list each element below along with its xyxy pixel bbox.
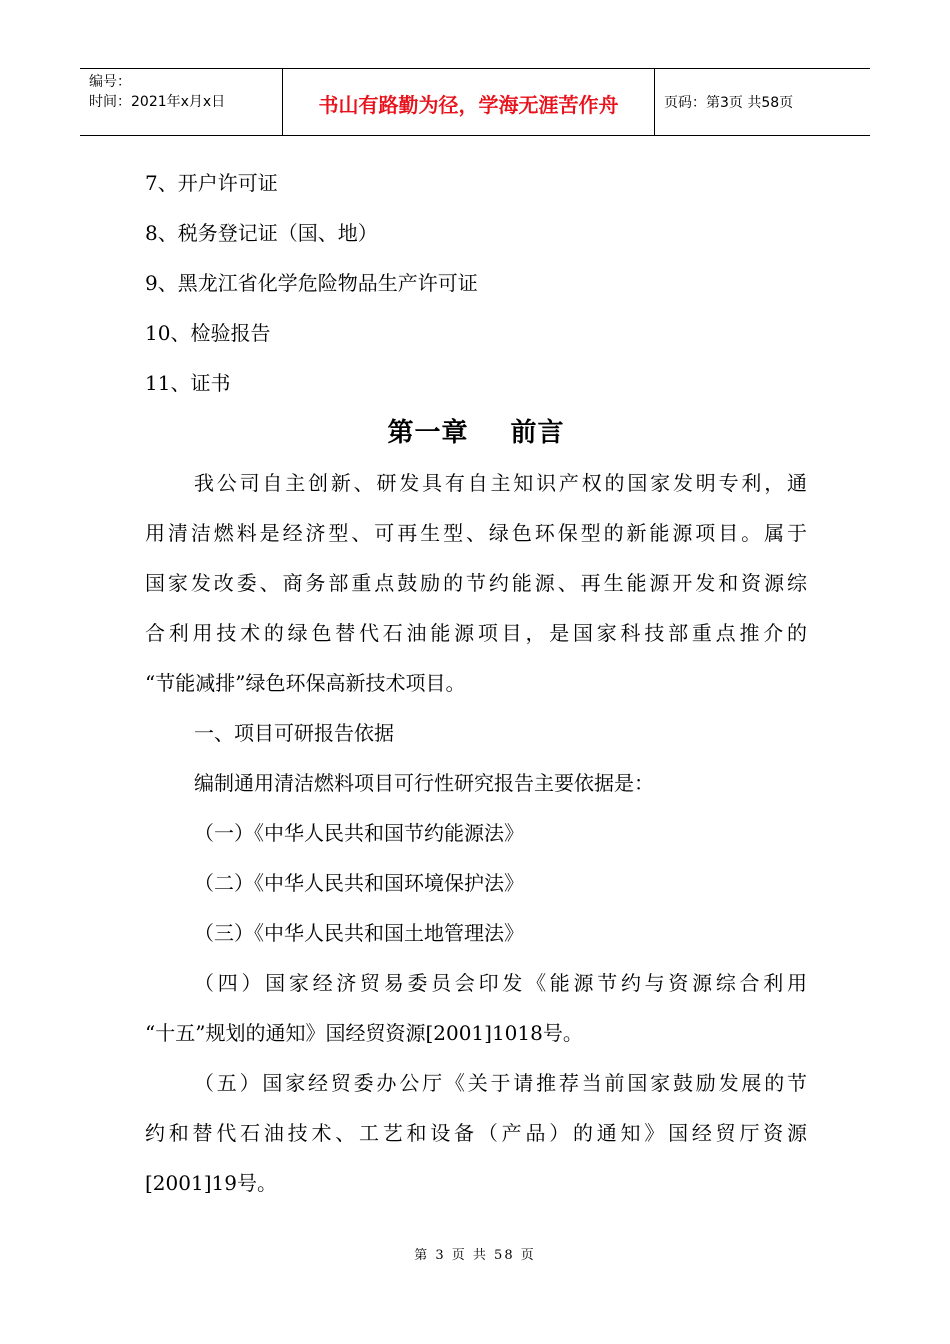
header-motto: 书山有路勤为径，学海无涯苦作舟 xyxy=(282,69,655,135)
basis-item: （一）《中华人民共和国节约能源法》 xyxy=(194,821,524,845)
intro-paragraph-line: 国家发改委、商务部重点鼓励的节约能源、再生能源开发和资源综 xyxy=(145,571,807,595)
intro-paragraph-line: 用清洁燃料是经济型、可再生型、绿色环保型的新能源项目。属于 xyxy=(145,521,807,545)
basis-item-5-line: （五）国家经贸委办公厅《关于请推荐当前国家鼓励发展的节 xyxy=(194,1071,807,1095)
chapter-title xyxy=(145,408,807,458)
header-meta xyxy=(80,69,282,135)
chapter-name: 前言 xyxy=(510,418,565,448)
list-item: 7、开户许可证 xyxy=(145,171,278,195)
page-footer: 第 3 页 共 58 页 xyxy=(414,1248,536,1263)
basis-item-5-line: 约和替代石油技术、工艺和设备（产品）的通知》国经贸厅资源 xyxy=(145,1121,807,1145)
header-time-label: 时间：2021年x月x日 xyxy=(89,94,226,110)
basis-item-4-line: （四）国家经济贸易委员会印发《能源节约与资源综合利用 xyxy=(194,971,807,995)
intro-paragraph-line: “节能减排”绿色环保高新技术项目。 xyxy=(145,671,466,695)
basis-item-5-line: [2001]19号。 xyxy=(145,1171,277,1195)
header-number-label: 编号： xyxy=(89,74,131,90)
header-page-info: 页码：第3页 共58页 xyxy=(664,95,794,111)
section-heading: 一、项目可研报告依据 xyxy=(194,721,394,745)
intro-paragraph-line: 我公司自主创新、研发具有自主知识产权的国家发明专利，通 xyxy=(194,471,807,495)
chapter-number: 第一章 xyxy=(387,418,469,448)
list-item: 11、证书 xyxy=(145,371,231,395)
basis-item: （二）《中华人民共和国环境保护法》 xyxy=(194,871,524,895)
intro-paragraph-line: 合利用技术的绿色替代石油能源项目，是国家科技部重点推介的 xyxy=(145,621,807,645)
basis-intro: 编制通用清洁燃料项目可行性研究报告主要依据是： xyxy=(194,771,654,795)
list-item: 8、税务登记证（国、地） xyxy=(145,221,378,245)
page-header xyxy=(80,68,870,136)
document-body xyxy=(145,158,807,1208)
basis-item: （三）《中华人民共和国土地管理法》 xyxy=(194,921,524,945)
list-item: 10、检验报告 xyxy=(145,321,271,345)
basis-item-4-line: “十五”规划的通知》国经贸资源[2001]1018号。 xyxy=(145,1021,583,1045)
list-item: 9、黑龙江省化学危险物品生产许可证 xyxy=(145,271,478,295)
